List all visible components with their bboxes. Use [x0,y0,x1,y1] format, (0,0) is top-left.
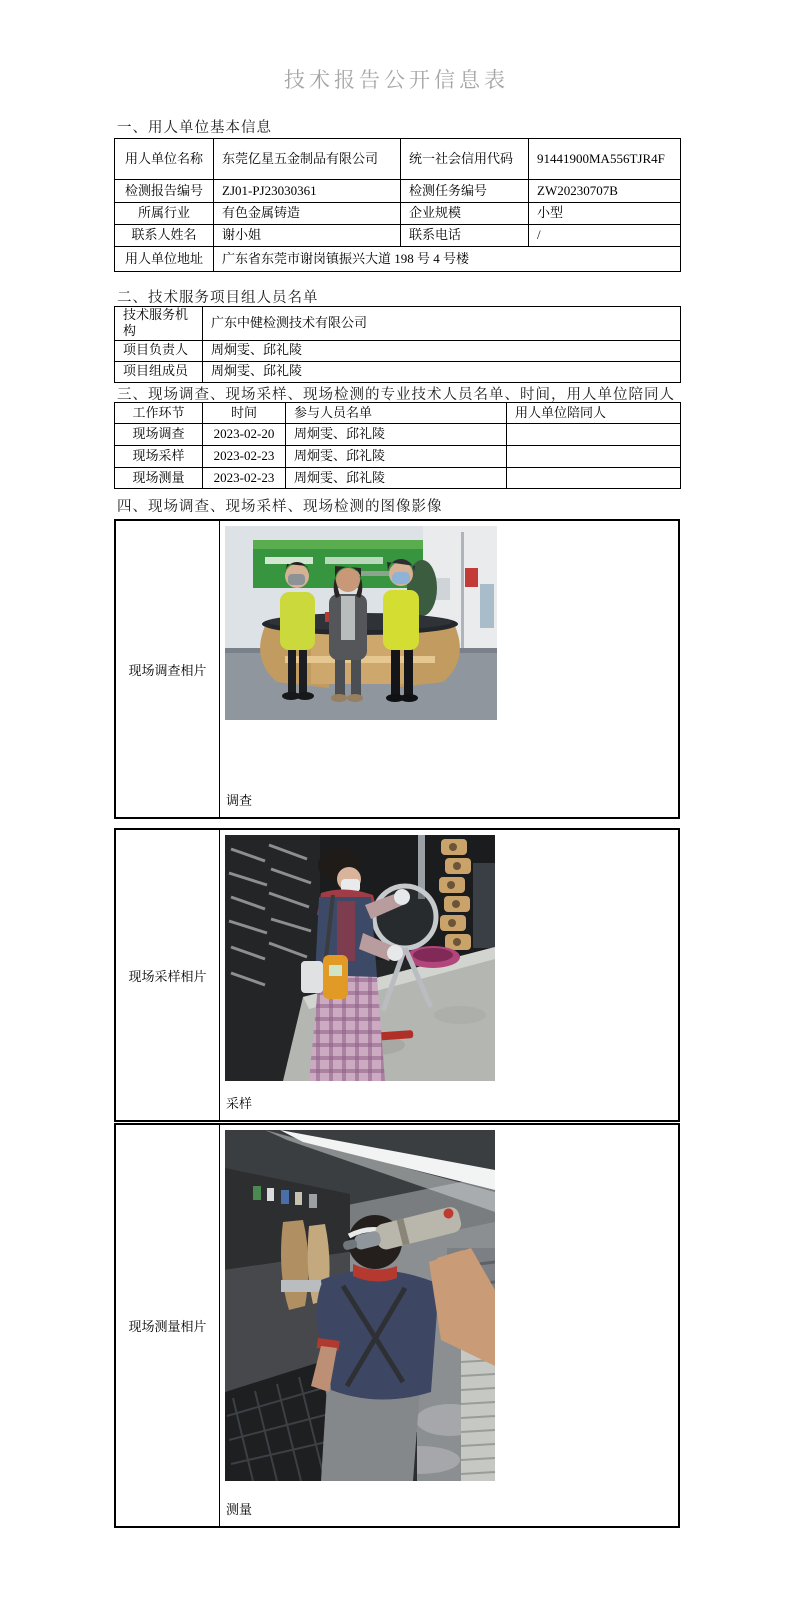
sampling-photo-caption: 采样 [226,1096,253,1111]
cell-escort [507,446,681,468]
fieldwork-schedule-table [114,402,681,489]
label-employer-address: 用人单位地址 [115,247,214,272]
value-industry: 有色金属铸造 [214,203,401,225]
label-project-leader: 项目负责人 [115,340,203,361]
measurement-photo-label: 现场测量相片 [116,1125,220,1526]
section3-heading: 三、现场调查、现场采样、现场检测的专业技术人员名单、时间，用人单位陪同人 [117,387,675,403]
value-employer-address: 广东省东莞市谢岗镇振兴大道 198 号 4 号楼 [214,247,681,272]
section1-heading: 一、用人单位基本信息 [117,120,272,136]
cell-step: 现场调查 [115,424,203,446]
label-service-org: 技术服务机构 [115,307,203,341]
section2-heading: 二、技术服务项目组人员名单 [117,290,319,306]
sampling-photo-label: 现场采样相片 [116,830,220,1120]
table-row [115,446,681,468]
col-header-date: 时间 [203,403,286,424]
cell-date: 2023-02-20 [203,424,286,446]
survey-photo-cell [220,521,678,817]
measurement-photo-cell [220,1125,678,1526]
cell-people: 周炯雯、邱礼陵 [286,424,507,446]
cell-date: 2023-02-23 [203,446,286,468]
sampling-photo [225,835,495,1081]
page-title: 技术报告公开信息表 [284,68,509,92]
cell-people: 周炯雯、邱礼陵 [286,468,507,489]
label-contact-phone: 联系电话 [401,225,529,247]
value-credit-code: 91441900MA556TJR4F [529,139,681,180]
survey-photo [225,526,497,720]
label-credit-code: 统一社会信用代码 [401,139,529,180]
sampling-photo-box [114,828,680,1122]
value-scale: 小型 [529,203,681,225]
cell-step: 现场采样 [115,446,203,468]
label-project-members: 项目组成员 [115,361,203,382]
col-header-step: 工作环节 [115,403,203,424]
label-scale: 企业规模 [401,203,529,225]
col-header-people: 参与人员名单 [286,403,507,424]
value-report-no: ZJ01-PJ23030361 [214,180,401,203]
value-contact-phone: / [529,225,681,247]
value-project-members: 周炯雯、邱礼陵 [203,361,681,382]
table-row [115,468,681,489]
value-contact-name: 谢小姐 [214,225,401,247]
table-row [115,424,681,446]
sampling-photo-illustration [225,835,495,1081]
cell-date: 2023-02-23 [203,468,286,489]
value-project-leader: 周炯雯、邱礼陵 [203,340,681,361]
label-employer-name: 用人单位名称 [115,139,214,180]
sampling-photo-cell [220,830,678,1120]
survey-photo-caption: 调查 [226,793,253,808]
cell-step: 现场测量 [115,468,203,489]
cell-escort [507,468,681,489]
value-service-org: 广东中健检测技术有限公司 [203,307,681,341]
value-employer-name: 东莞亿星五金制品有限公司 [214,139,401,180]
label-report-no: 检测报告编号 [115,180,214,203]
survey-photo-illustration [225,526,497,720]
label-task-no: 检测任务编号 [401,180,529,203]
label-industry: 所属行业 [115,203,214,225]
measurement-photo-caption: 测量 [226,1502,253,1517]
label-contact-name: 联系人姓名 [115,225,214,247]
value-task-no: ZW20230707B [529,180,681,203]
measurement-photo-illustration [225,1130,495,1481]
cell-people: 周炯雯、邱礼陵 [286,446,507,468]
col-header-escort: 用人单位陪同人 [507,403,681,424]
project-team-table [114,306,681,383]
cell-escort [507,424,681,446]
measurement-photo-box [114,1123,680,1528]
measurement-photo [225,1130,495,1481]
section4-heading: 四、现场调查、现场采样、现场检测的图像影像 [117,499,443,515]
survey-photo-box [114,519,680,819]
employer-info-table [114,138,681,272]
survey-photo-label: 现场调查相片 [116,521,220,817]
